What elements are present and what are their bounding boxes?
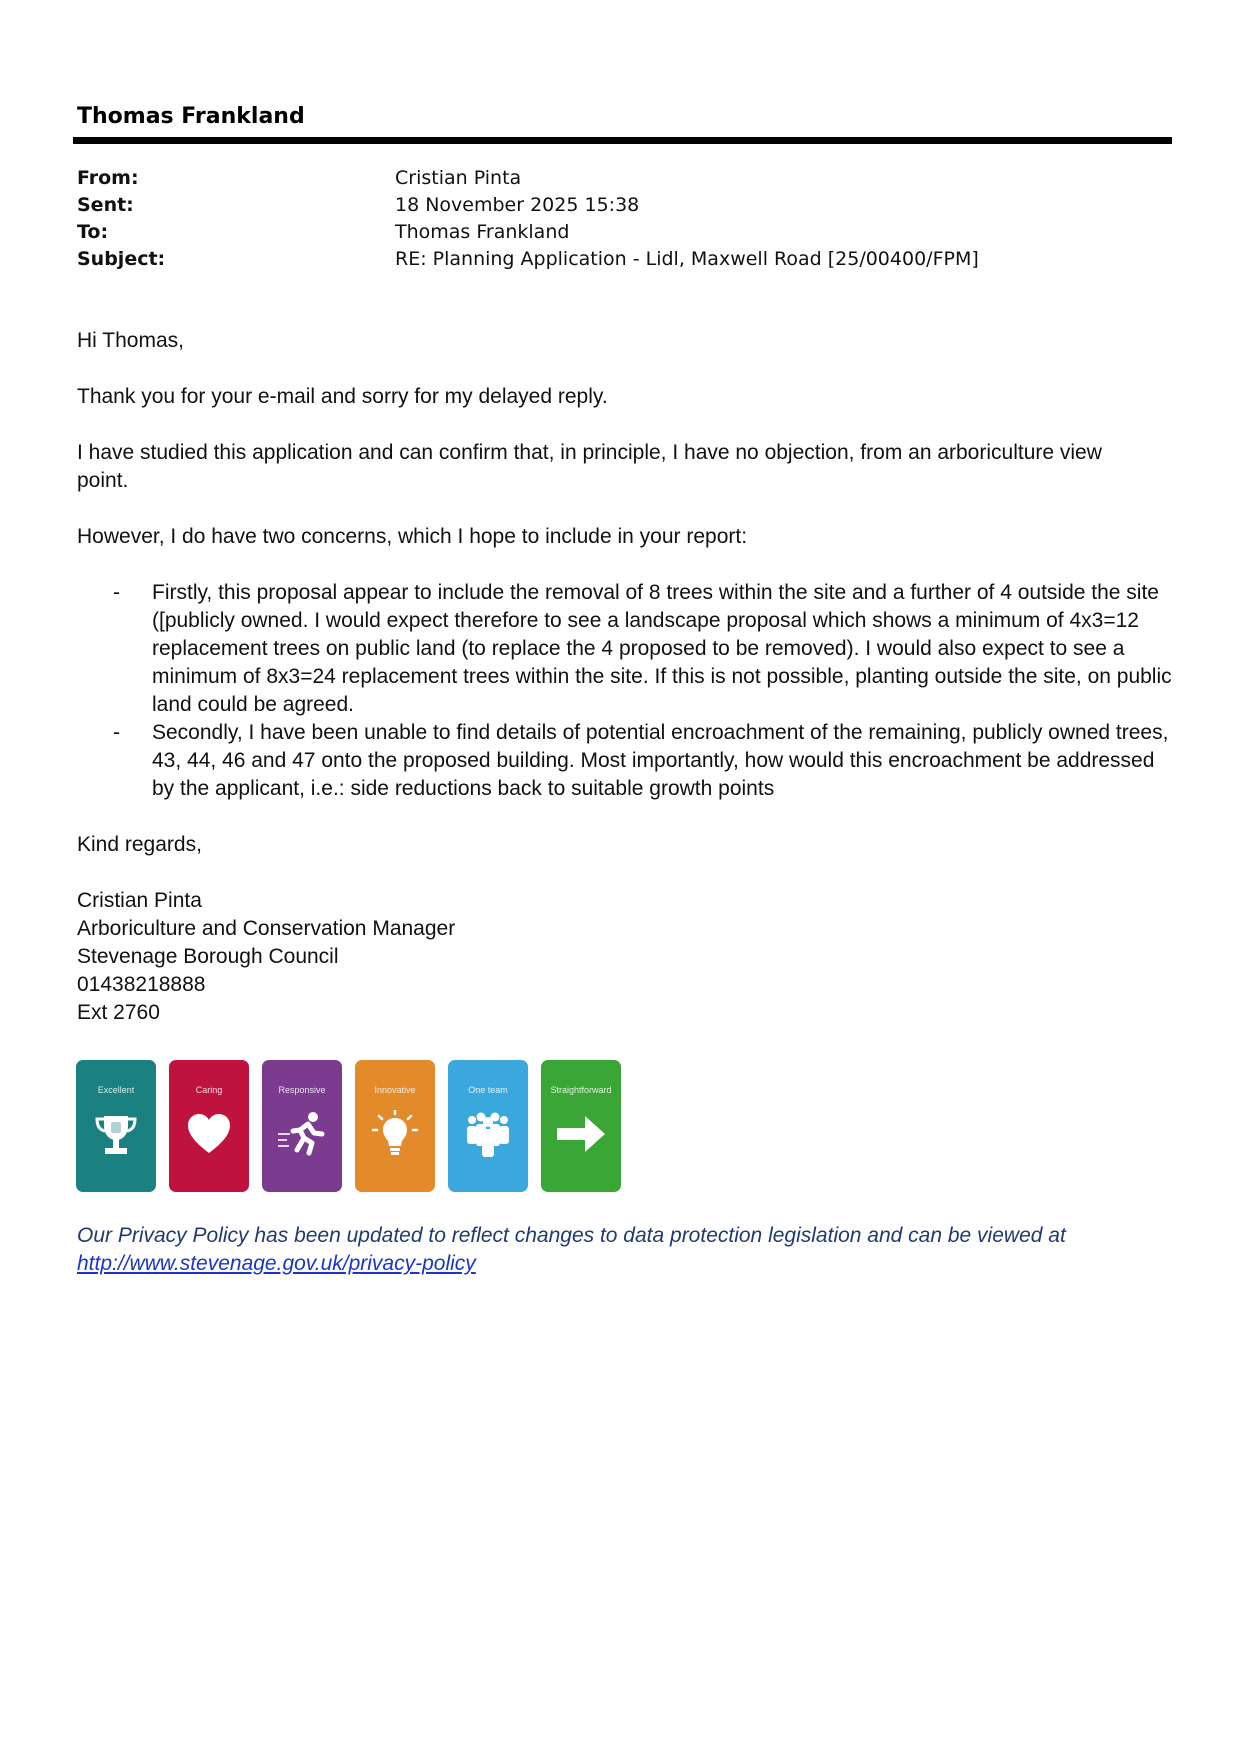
value-label: Innovative [374, 1085, 416, 1095]
sent-label: Sent: [77, 194, 134, 216]
sent-value: 18 November 2025 15:38 [395, 194, 640, 216]
greeting: Hi Thomas, [77, 329, 184, 352]
header-rule [73, 137, 1172, 144]
running-person-icon [278, 1110, 326, 1158]
privacy-policy-link[interactable]: http://www.stevenage.gov.uk/privacy-policy [77, 1252, 476, 1275]
body-paragraph-1: Thank you for your e-mail and sorry for my delayed reply. [77, 385, 608, 408]
heart-icon [185, 1110, 233, 1158]
to-label: To: [77, 221, 109, 243]
value-label: One team [468, 1085, 508, 1095]
signature-organisation: Stevenage Borough Council [77, 945, 339, 968]
from-label: From: [77, 167, 139, 189]
subject-label: Subject: [77, 248, 166, 270]
body-paragraph-2: I have studied this application and can confirm that, in principle, I have no objection, from an arboriculture view point. [77, 441, 1102, 492]
council-values-banner [76, 1060, 626, 1192]
bullet-marker: - [113, 581, 120, 604]
signature-phone: 01438218888 [77, 973, 206, 996]
signature-name: Cristian Pinta [77, 889, 202, 912]
value-tile-excellent [76, 1060, 156, 1192]
privacy-notice [77, 1222, 1177, 1278]
mailbox-owner-title: Thomas Frankland [77, 104, 305, 129]
concern-text: Firstly, this proposal appear to include the removal of 8 trees within the site and a further of 4 outside the site ([publicly owned. I would expect therefore to see a landscape proposal which shows a minimum of 4x3=12 replacement trees on public land (to replace the 4 proposed to be removed). I would also expect to see a minimum of 8x3=24 replacement trees within the site. If this is not possible, planting outside the site, on public land could be agreed. [152, 581, 1172, 716]
header-to [77, 219, 1177, 245]
value-tile-innovative [355, 1060, 435, 1192]
trophy-icon [92, 1110, 140, 1158]
closing: Kind regards, [77, 833, 202, 856]
privacy-text: Our Privacy Policy has been updated to reflect changes to data protection legislation and can be viewed at [77, 1224, 1066, 1247]
header-sent [77, 192, 1177, 218]
lightbulb-icon [371, 1110, 419, 1158]
signature-extension: Ext 2760 [77, 1001, 160, 1024]
value-tile-one-team [448, 1060, 528, 1192]
value-label: Excellent [97, 1085, 135, 1095]
to-value: Thomas Frankland [395, 221, 570, 243]
team-icon [464, 1110, 512, 1158]
value-tile-caring [169, 1060, 249, 1192]
header-from [77, 165, 1177, 191]
value-tile-responsive [262, 1060, 342, 1192]
from-value: Cristian Pinta [395, 167, 522, 189]
body-paragraph-3: However, I do have two concerns, which I hope to include in your report: [77, 525, 748, 548]
value-label: Straightforward [550, 1085, 612, 1095]
value-label: Responsive [278, 1085, 326, 1095]
concern-text: Secondly, I have been unable to find details of potential encroachment of the remaining, publicly owned trees, 43, 44, 46 and 47 onto the proposed building. Most importantly, how would this encroachment be addressed by the applicant, i.e.: side reductions back to suitable growth points [152, 721, 1169, 800]
bullet-marker: - [113, 721, 120, 744]
value-label: Caring [195, 1085, 223, 1095]
subject-value: RE: Planning Application - Lidl, Maxwell Road [25/00400/FPM] [395, 248, 979, 270]
value-tile-straightforward [541, 1060, 621, 1192]
signature-title: Arboriculture and Conservation Manager [77, 917, 456, 940]
arrow-right-icon [555, 1110, 607, 1158]
header-subject [77, 246, 1177, 272]
